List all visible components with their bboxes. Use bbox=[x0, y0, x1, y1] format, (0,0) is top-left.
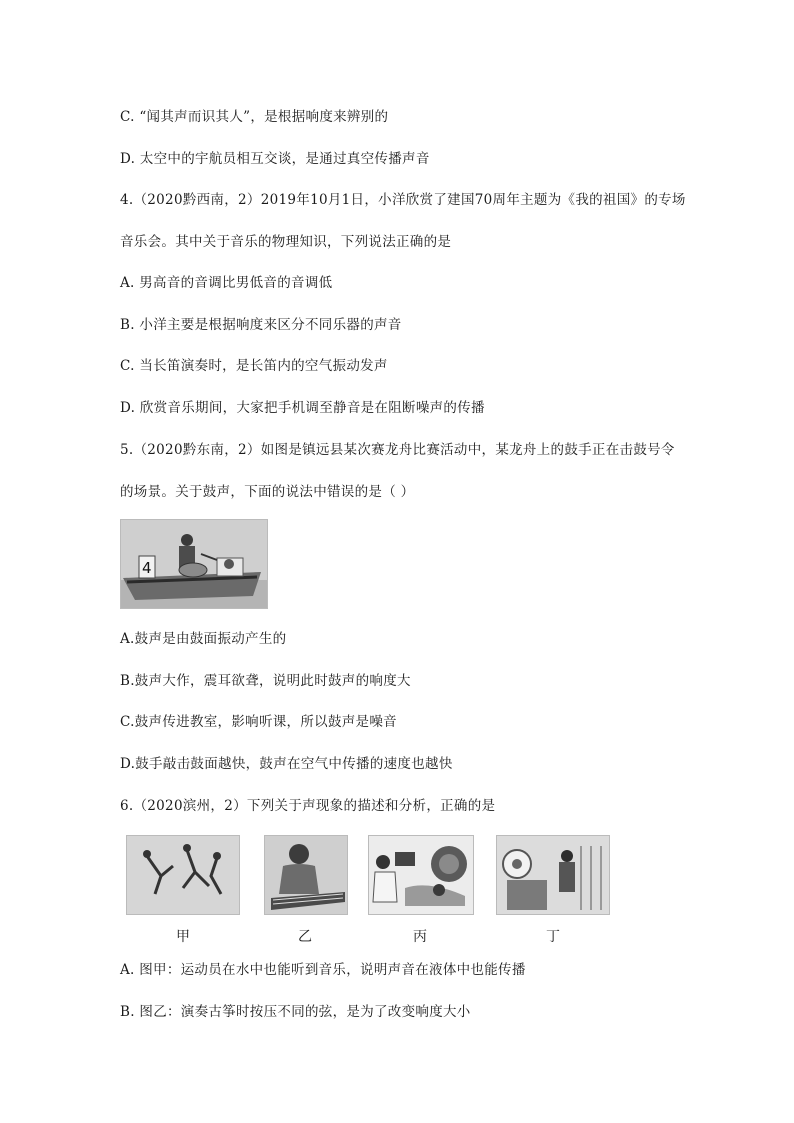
line-q3d: D. 太空中的宇航员相互交谈，是通过真空传播声音 bbox=[120, 151, 430, 167]
caption-bing: 丙 bbox=[413, 929, 427, 945]
line-q5d: D.鼓手敲击鼓面越快，鼓声在空气中传播的速度也越快 bbox=[120, 756, 453, 772]
dragon-boat-photo bbox=[120, 519, 268, 609]
boat-number: 4 bbox=[142, 559, 152, 577]
caption-yi: 乙 bbox=[298, 929, 312, 945]
line-q5-stem-2: 的场景。关于鼓声，下面的说法中错误的是（ ） bbox=[120, 484, 415, 500]
caption-jia: 甲 bbox=[176, 929, 190, 945]
photo-bing-ultrasound bbox=[368, 835, 474, 915]
line-q3c: C. “闻其声而识其人”，是根据响度来辨别的 bbox=[120, 109, 389, 125]
photo-jia-swimmers bbox=[126, 835, 240, 915]
line-q4d: D. 欣赏音乐期间，大家把手机调至静音是在阻断噪声的传播 bbox=[120, 400, 485, 416]
photo-ding-factory bbox=[496, 835, 610, 915]
line-q4b: B. 小洋主要是根据响度来区分不同乐器的声音 bbox=[120, 317, 402, 333]
caption-ding: 丁 bbox=[546, 929, 560, 945]
line-q5-stem-1: 5.（2020黔东南，2）如图是镇远县某次赛龙舟比赛活动中，某龙舟上的鼓手正在击鼓号令 bbox=[120, 442, 675, 458]
line-q4-stem-1: 4.（2020黔西南，2）2019年10月1日，小洋欣赏了建国70周年主题为《我的祖国》的专场 bbox=[120, 192, 686, 208]
line-q5a: A.鼓声是由鼓面振动产生的 bbox=[120, 631, 287, 647]
line-q4c: C. 当长笛演奏时，是长笛内的空气振动发声 bbox=[120, 358, 388, 374]
line-q5b: B.鼓声大作，震耳欲聋，说明此时鼓声的响度大 bbox=[120, 673, 411, 689]
line-q4-stem-2: 音乐会。其中关于音乐的物理知识，下列说法正确的是 bbox=[120, 234, 452, 250]
line-q6a: A. 图甲：运动员在水中也能听到音乐，说明声音在液体中也能传播 bbox=[120, 962, 526, 978]
line-q4a: A. 男高音的音调比男低音的音调低 bbox=[120, 275, 333, 291]
line-q6-stem: 6.（2020滨州，2）下列关于声现象的描述和分析，正确的是 bbox=[120, 798, 496, 814]
line-q5c: C.鼓声传进教室，影响听课，所以鼓声是噪音 bbox=[120, 714, 397, 730]
photo-yi-guzheng bbox=[264, 835, 348, 915]
dragon-boat-illustration bbox=[121, 520, 267, 608]
line-q6b: B. 图乙：演奏古筝时按压不同的弦，是为了改变响度大小 bbox=[120, 1004, 471, 1020]
